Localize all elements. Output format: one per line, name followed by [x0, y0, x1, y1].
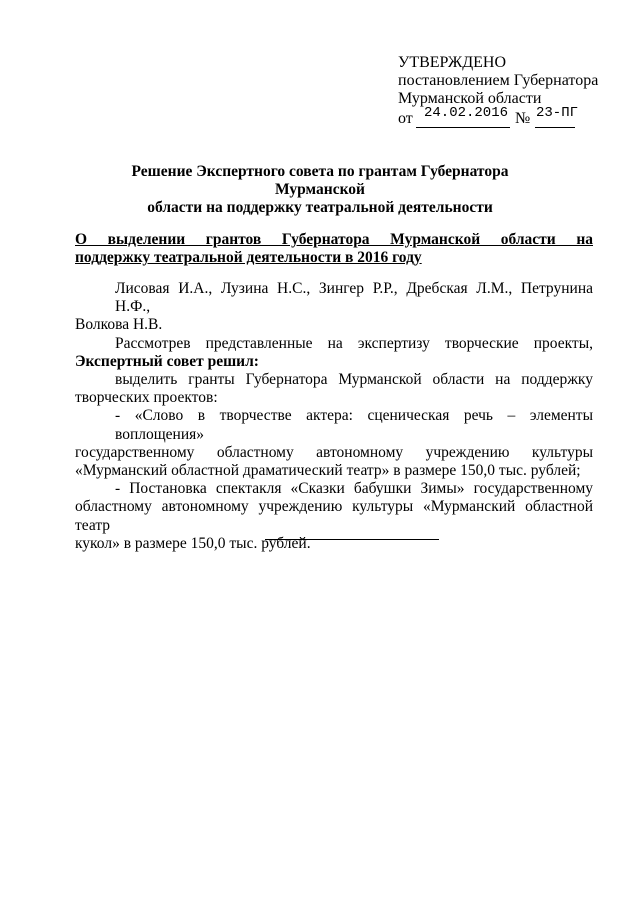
approval-date-row [398, 105, 598, 127]
title-line1: Решение Экспертного совета по грантам Губернатора Мурманской [131, 163, 509, 198]
subject-line2: поддержку театральной деятельности в 2016 году [75, 249, 422, 266]
subject-line1: О выделении грантов Губернатора Мурманской области на [75, 231, 593, 248]
allocate-line2: творческих проектов: [75, 389, 218, 407]
document-title [90, 163, 550, 217]
approval-stamp [398, 54, 598, 126]
grant2-line2: областному автономному учреждению культуры «Мурманский областной театр [75, 498, 593, 534]
approved-by-line1: постановлением Губернатора [398, 72, 599, 89]
grant1-line3: «Мурманский областной драматический театр» в размере 150,0 тыс. рублей; [75, 462, 581, 480]
allocate-line1: выделить гранты Губернатора Мурманской области на поддержку [115, 371, 593, 389]
members-line1: Лисовая И.А., Лузина Н.С., Зингер Р.Р., Дребская Л.М., Петрунина Н.Ф., [115, 280, 593, 316]
grant1-line2: государственному областному автономному учреждению культуры [75, 443, 593, 461]
council-decided: Экспертный совет решил: [75, 352, 259, 370]
considered-line: Рассмотрев представленные на экспертизу творческие проекты, [115, 334, 593, 352]
approval-number: 23-ПГ [536, 105, 579, 121]
closing-rule [265, 539, 439, 540]
decision-subject [75, 231, 593, 267]
title-line2: области на поддержку театральной деятельности [147, 199, 493, 216]
number-prefix: № [515, 110, 531, 127]
approved-label: УТВЕРЖДЕНО [398, 54, 507, 71]
date-underline [416, 127, 510, 128]
decision-body [75, 280, 593, 553]
date-prefix: от [398, 110, 413, 127]
grant2-line1: - Постановка спектакля «Сказки бабушки Зимы» государственному [115, 480, 593, 498]
grant2-line3: кукол» в размере 150,0 тыс. рублей. [75, 534, 311, 552]
approved-by-line2: Мурманской области [398, 90, 542, 107]
approval-date: 24.02.2016 [424, 105, 509, 121]
number-underline [535, 127, 575, 128]
members-line2: Волкова Н.В. [75, 316, 163, 334]
grant1-line1: - «Слово в творчестве актера: сценическая речь – элементы воплощения» [115, 407, 593, 443]
